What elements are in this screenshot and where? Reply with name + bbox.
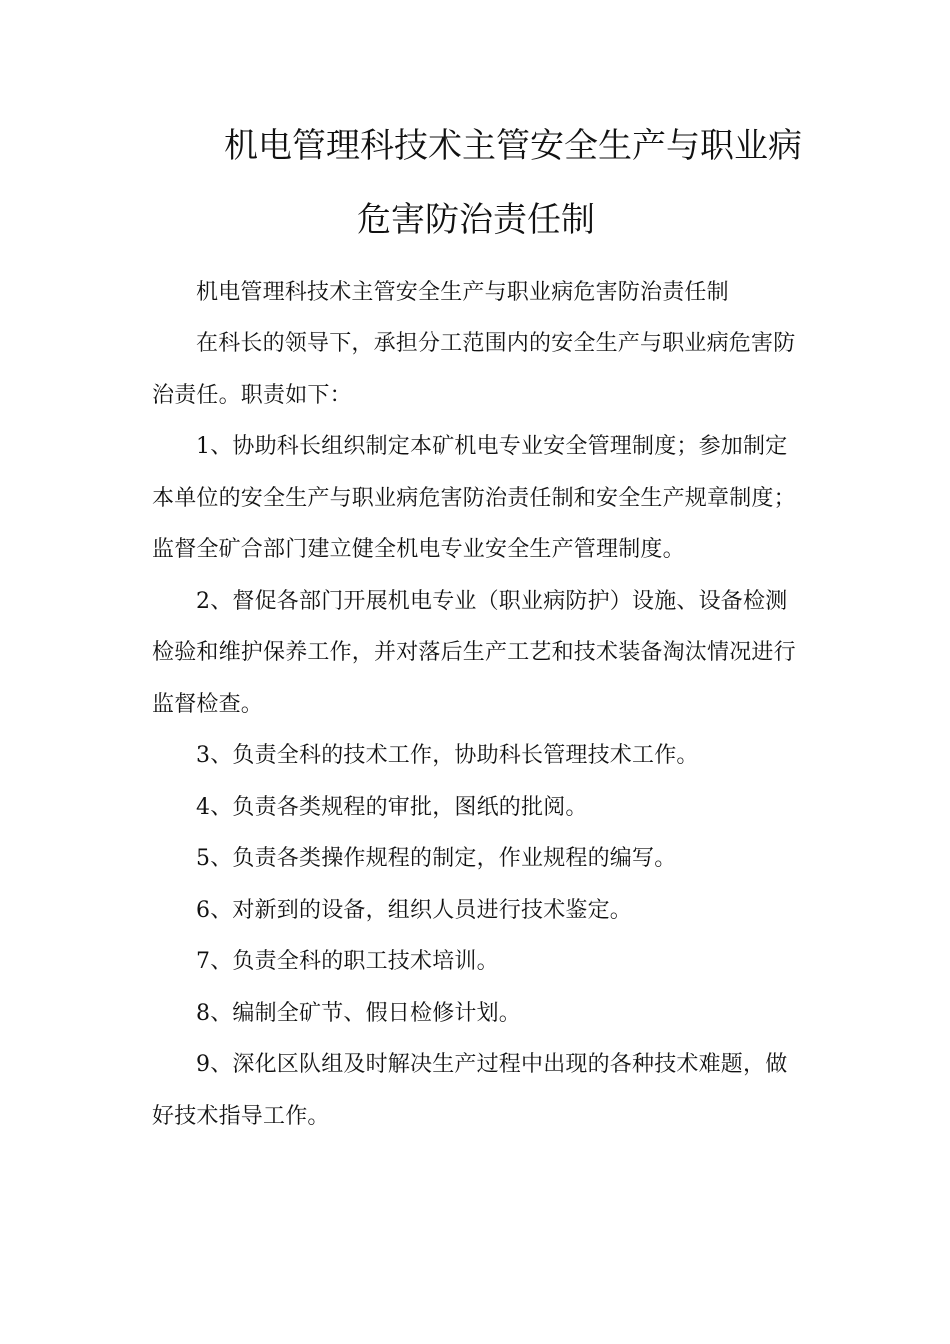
- item-5-line: 5、负责各类操作规程的制定，作业规程的编写。: [196, 846, 677, 871]
- subtitle-line: 机电管理科技术主管安全生产与职业病危害防治责任制: [196, 280, 729, 305]
- body-line-1: 在科长的领导下，承担分工范围内的安全生产与职业病危害防: [196, 331, 796, 356]
- item-1-line-2: 本单位的安全生产与职业病危害防治责任制和安全生产规章制度；: [152, 486, 796, 511]
- item-1-line-3: 监督全矿合部门建立健全机电专业安全生产管理制度。: [152, 537, 685, 562]
- item-7-line: 7、负责全科的职工技术培训。: [196, 949, 499, 974]
- item-9-line-1: 9、深化区队组及时解决生产过程中出现的各种技术难题，做: [196, 1052, 788, 1077]
- document-title-line-2: 危害防治责任制: [357, 200, 595, 240]
- item-1-line-1: 1、协助科长组织制定本矿机电专业安全管理制度；参加制定: [196, 434, 788, 459]
- item-9-line-2: 好技术指导工作。: [152, 1104, 330, 1129]
- item-2-line-2: 检验和维护保养工作，并对落后生产工艺和技术装备淘汰情况进行: [152, 640, 796, 665]
- item-4-line: 4、负责各类规程的审批，图纸的批阅。: [196, 795, 588, 820]
- body-line-2: 治责任。职责如下：: [152, 383, 352, 408]
- document-title-line-1: 机电管理科技术主管安全生产与职业病: [224, 126, 802, 166]
- item-6-line: 6、对新到的设备，组织人员进行技术鉴定。: [196, 898, 632, 923]
- item-3-line: 3、负责全科的技术工作，协助科长管理技术工作。: [196, 743, 699, 768]
- item-8-line: 8、编制全矿节、假日检修计划。: [196, 1001, 521, 1026]
- item-2-line-1: 2、督促各部门开展机电专业（职业病防护）设施、设备检测: [196, 589, 788, 614]
- item-2-line-3: 监督检查。: [152, 692, 264, 717]
